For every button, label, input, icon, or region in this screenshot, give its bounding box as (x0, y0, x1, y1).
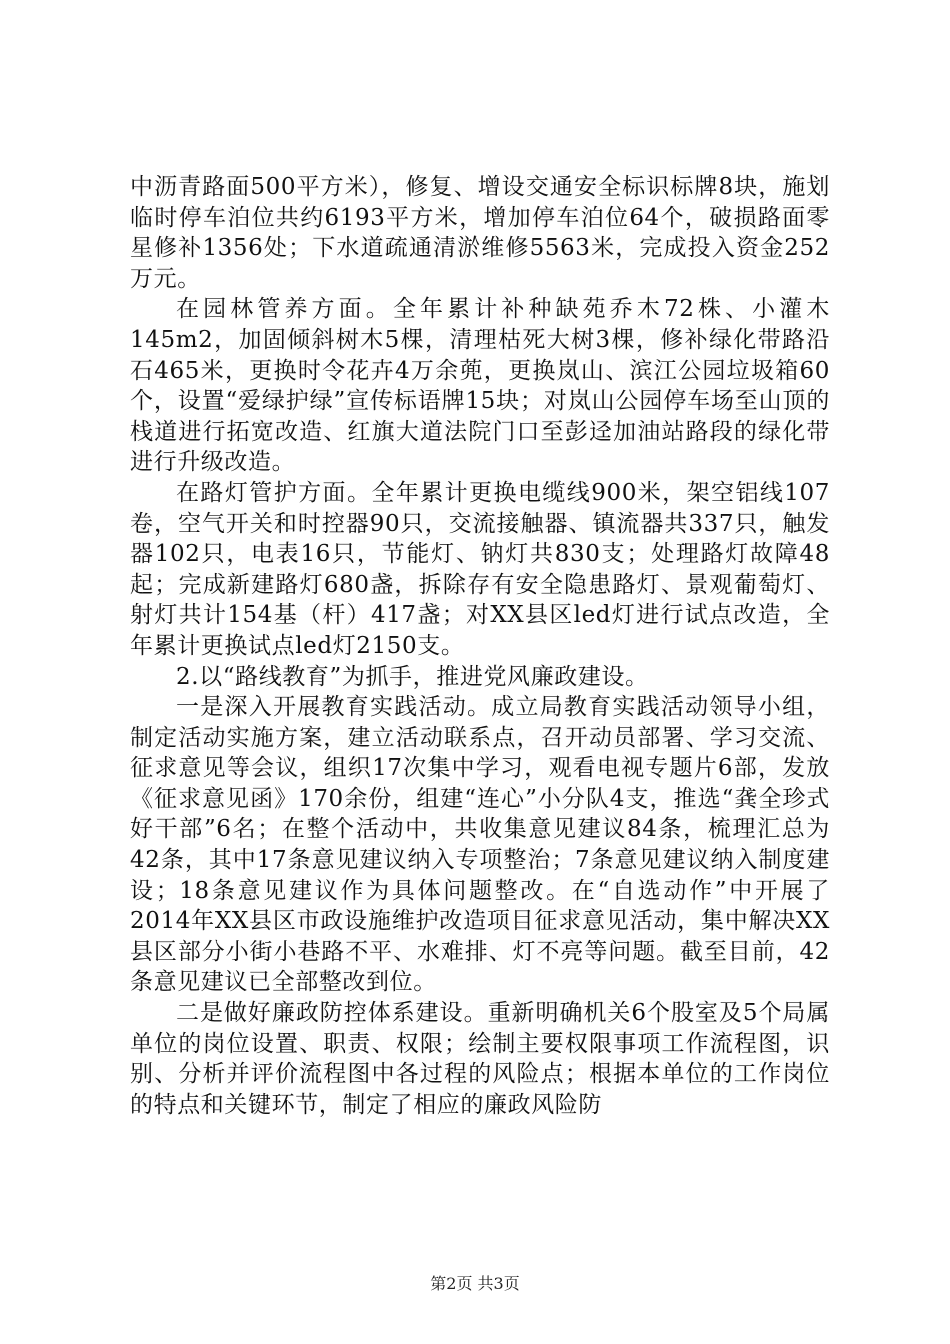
page-number-footer: 第2页 共3页 (430, 1274, 520, 1293)
document-body (130, 172, 830, 1120)
paragraph-2: 在园林管养方面。全年累计补种缺苑乔木72株、小灌木145m2，加固倾斜树木5棵，清理枯死大树3棵，修补绿化带路沿石465米，更换时令花卉4万余蔸，更换岚山、滨江公园垃圾箱60个，设置“爱绿护绿”宣传标语牌15块；对岚山公园停车场至山顶的栈道进行拓宽改造、红旗大道法院门口至彭迳加油站路段的绿化带进行升级改造。 (130, 296, 830, 476)
section-heading: 2.以“路线教育”为抓手，推进党风廉政建设。 (176, 663, 649, 690)
paragraph-6: 二是做好廉政防控体系建设。重新明确机关6个股室及5个局属单位的岗位设置、职责、权限；绘制主要权限事项工作流程图，识别、分析并评价流程图中各过程的风险点；根据本单位的工作岗位的特点和关键环节，制定了相应的廉政风险防 (130, 1000, 830, 1118)
paragraph-3: 在路灯管护方面。全年累计更换电缆线900米，架空铝线107卷，空气开关和时控器90只，交流接触器、镇流器共337只，触发器102只，电表16只，节能灯、钠灯共830支；处理路灯故障48起；完成新建路灯680盏，拆除存有安全隐患路灯、景观葡萄灯、射灯共计154基（杆）417盏；对XX县区led灯进行试点改造，全年累计更换试点led灯2150支。 (130, 479, 830, 659)
paragraph-5: 一是深入开展教育实践活动。成立局教育实践活动领导小组，制定活动实施方案，建立活动联系点，召开动员部署、学习交流、征求意见等会议，组织17次集中学习，观看电视专题片6部，发放《征求意见函》170余份，组建“连心”小分队4支，推选“龚全珍式好干部”6名；在整个活动中，共收集意见建议84条，梳理汇总为42条，其中17条意见建议纳入专项整治；7条意见建议纳入制度建设；18条意见建议作为具体问题整改。在“自选动作”中开展了2014年XX县区市政设施维护改造项目征求意见活动，集中解决XX县区部分小街小巷路不平、水难排、灯不亮等问题。截至目前，42条意见建议已全部整改到位。 (130, 694, 830, 996)
paragraph-1: 中沥青路面500平方米），修复、增设交通安全标识标牌8块，施划临时停车泊位共约6193平方米，增加停车泊位64个，破损路面零星修补1356处；下水道疏通清淤维修5563米，完成投入资金252万元。 (130, 174, 830, 292)
